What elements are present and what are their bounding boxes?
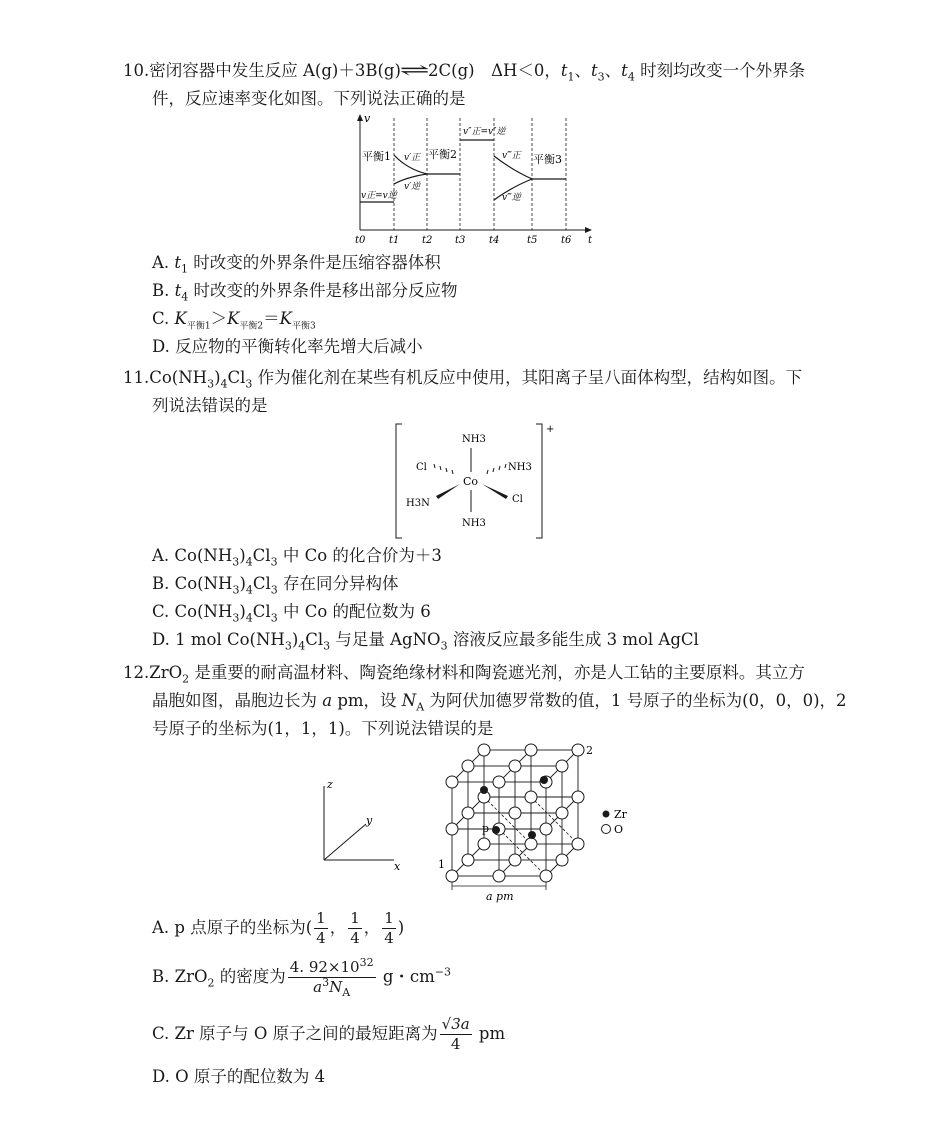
q12-axes-diagram [316, 778, 406, 878]
q11-charge: + [546, 424, 555, 435]
q11-co-center: Co [463, 475, 479, 488]
q12-edge-label: a pm [486, 890, 514, 903]
q12-stem-line2: 晶胞如图，晶胞边长为 a pm，设 $N_A$ 为阿伏加德罗常数的值，1 号原子的坐标为(0，0，0)，2 [152, 691, 847, 714]
q12-label-2: 2 [586, 744, 593, 757]
q12-unit-cell-diagram [434, 740, 644, 905]
q10-v-fwd3-label: v‴正 [502, 151, 521, 161]
q12-legend-zr: Zr [614, 808, 627, 821]
q10-stem-line1: 10.密闭容器中发生反应 A(g)＋3B(g)⇌2C(g) ΔH＜0，$t_1$、$t_3$、$t_4$ 时刻均改变一个外界条 [123, 60, 806, 84]
q10-rate-graph [352, 112, 602, 247]
frac: $\frac{1}{4}$ [384, 909, 394, 947]
q10-option-b[interactable]: B. $t_4$ 时改变的外界条件是移出部分反应物 [152, 281, 458, 304]
q11-cl-right-bottom: Cl [512, 494, 523, 505]
q10-v-rev1-label: v′逆 [404, 182, 421, 192]
q10-eq1-label: 平衡1 [362, 150, 391, 163]
q11-structure-diagram [392, 420, 562, 545]
q11-nh3-bottom: NH3 [462, 518, 486, 529]
q11-nh3-top: NH3 [462, 434, 486, 445]
frac: $\frac{4. 92\times 10^{32}}{a^3N_A}$ [289, 956, 374, 999]
q10-option-c[interactable]: C. $K_{平衡1}>K_{平衡2}=K_{平衡3}$ [152, 309, 316, 332]
q10-v2-label: v″正=v″逆 [463, 127, 506, 137]
q12-option-d[interactable]: D. O 原子的配位数为 4 [152, 1067, 326, 1086]
q10-eq2-label: 平衡2 [428, 148, 457, 161]
q10-eq3-label: 平衡3 [533, 153, 562, 166]
q12-stem-line3: 号原子的坐标为(1，1，1)。下列说法错误的是 [152, 719, 494, 738]
q12-option-a[interactable]: A. p 点原子的坐标为( $\frac{1}{4}$ ， $\frac{1}{4}$ ， $\frac{1}{4}$ ) [152, 909, 405, 947]
frac: $\frac{1}{4}$ [316, 909, 326, 947]
frac: $\frac{√3a}{4}$ [441, 1015, 470, 1053]
q11-option-a[interactable]: A. $Co(NH_3)_4Cl_3$ 中 Co 的化合价为＋3 [152, 546, 442, 569]
q11-option-b[interactable]: B. $Co(NH_3)_4Cl_3$ 存在同分异构体 [152, 574, 399, 597]
q12-axis-z: z [327, 778, 333, 791]
q10-tick-t3: t3 [455, 235, 466, 246]
q10-arrow: ⇌ [399, 60, 430, 81]
q11-option-d[interactable]: D. 1 mol $Co(NH_3)_4Cl_3$ 与足量 AgNO$_3$ 溶液反应最多能生成 3 mol AgCl [152, 630, 699, 653]
q11-option-c[interactable]: C. $Co(NH_3)_4Cl_3$ 中 Co 的配位数为 6 [152, 602, 431, 625]
q12-option-c[interactable]: C. Zr 原子与 O 原子之间的最短距离为 $\frac{√3a}{4}$ pm [152, 1015, 506, 1053]
q10-tick-t4: t4 [489, 235, 500, 246]
q12-axis-x: x [394, 860, 401, 873]
q10-tick-t0: t0 [355, 235, 366, 246]
q12-legend-o: O [614, 823, 624, 836]
q12-stem-line1: 12.ZrO$_2$ 是重要的耐高温材料、陶瓷绝缘材料和陶瓷遮光剂，亦是人工钻的主要原料。其立方 [123, 663, 805, 686]
frac: $\frac{1}{4}$ [350, 909, 360, 947]
q11-cl-left-top: Cl [416, 462, 427, 473]
q10-stem-part1: 密闭容器中发生反应 A(g)＋3B(g) [149, 61, 401, 80]
q10-option-a[interactable]: A. $t_1$ 时改变的外界条件是压缩容器体积 [152, 253, 441, 276]
q10-x-axis-label: t [588, 235, 593, 246]
q10-y-axis-label: v [364, 112, 371, 125]
q11-stem-line1: $11.Co(NH_3)_4Cl_3$ 作为催化剂在某些有机反应中使用，其阳离子呈八面体构型，结构如图。下 [123, 368, 803, 391]
q10-stem-line2: 件，反应速率变化如图。下列说法正确的是 [152, 89, 466, 108]
q10-option-d[interactable]: D. 反应物的平衡转化率先增大后减小 [152, 337, 423, 356]
q10-v-eq-label: v正=v逆 [361, 191, 397, 201]
q10-tick-t6: t6 [561, 235, 572, 246]
q12-label-1: 1 [438, 858, 445, 871]
q10-tick-t2: t2 [422, 235, 433, 246]
q10-tick-t1: t1 [389, 235, 400, 246]
q12-option-b[interactable]: B. ZrO$_2$ 的密度为 $\frac{4. 92\times 10^{32}}{a^3N_A}$ g・$cm^{-3}$ [152, 956, 451, 999]
q10-v-rev3-label: v‴逆 [502, 193, 521, 203]
q10-stem-part3: 时刻均改变一个外界条 [640, 61, 806, 80]
q10-tick-t5: t5 [527, 235, 538, 246]
q12-label-p: p [482, 822, 490, 835]
q11-stem-line2: 列说法错误的是 [152, 396, 268, 415]
q12-axis-y: y [366, 814, 373, 827]
q10-number: 10. [123, 61, 150, 80]
q11-nh3-right-top: NH3 [508, 462, 532, 473]
q10-v-fwd1-label: v′正 [404, 153, 421, 163]
q10-stem-part2: 2C(g) ΔH＜0， [428, 61, 561, 80]
q11-h3n-left-bottom: H3N [406, 498, 430, 509]
